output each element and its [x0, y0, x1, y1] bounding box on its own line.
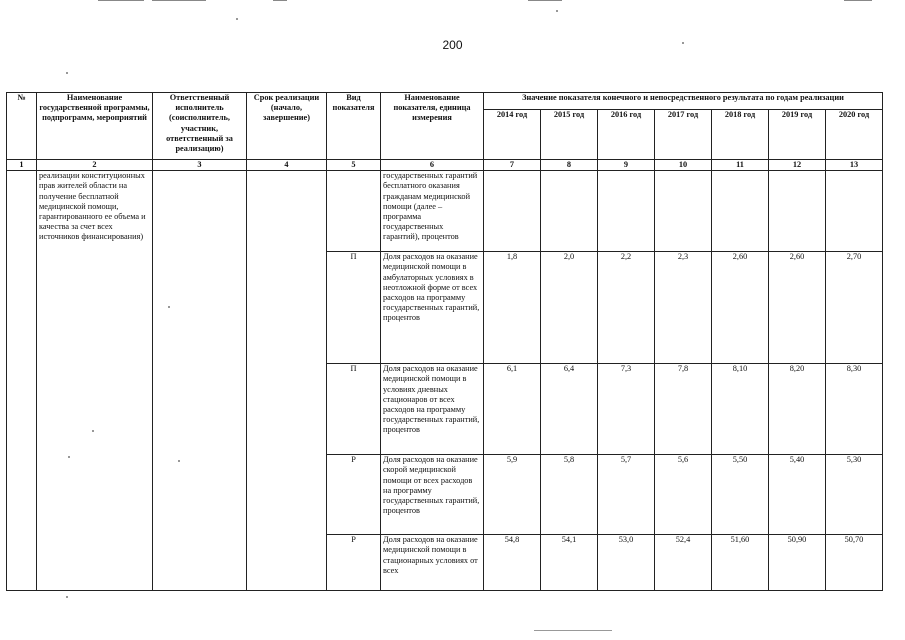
- value-cell: 7,8: [655, 364, 712, 455]
- header-col-indicator: Наименование показателя, единица измерения: [381, 93, 484, 160]
- column-number: 1: [7, 160, 37, 171]
- header-year: 2014 год: [484, 110, 541, 160]
- value-cell: 2,60: [712, 252, 769, 364]
- header-year: 2016 год: [598, 110, 655, 160]
- value-cell: [655, 171, 712, 252]
- value-cell: 50,70: [826, 535, 883, 591]
- header-col-no: №: [7, 93, 37, 160]
- indicator-name: Доля расходов на оказание медицинской помощи в стационарных условиях от всех: [381, 535, 484, 591]
- value-cell: 5,6: [655, 455, 712, 535]
- column-number: 4: [247, 160, 327, 171]
- value-cell: 5,50: [712, 455, 769, 535]
- header-year: 2017 год: [655, 110, 712, 160]
- column-number: 2: [37, 160, 153, 171]
- indicator-name: государственных гарантий бесплатного оказания гражданам медицинской помощи (далее – программа государственных гарантий), процентов: [381, 171, 484, 252]
- value-cell: 50,90: [769, 535, 826, 591]
- column-number: 11: [712, 160, 769, 171]
- value-cell: 1,8: [484, 252, 541, 364]
- indicator-type: [327, 171, 381, 252]
- executor-cell: [153, 171, 247, 591]
- value-cell: 2,60: [769, 252, 826, 364]
- value-cell: [541, 171, 598, 252]
- indicator-type: Р: [327, 535, 381, 591]
- value-cell: 5,30: [826, 455, 883, 535]
- header-col-values: Значение показателя конечного и непосредственного результата по годам реализации: [484, 93, 883, 110]
- value-cell: 2,2: [598, 252, 655, 364]
- value-cell: 2,3: [655, 252, 712, 364]
- value-cell: 5,8: [541, 455, 598, 535]
- header-row-1: [7, 93, 883, 110]
- column-number: 3: [153, 160, 247, 171]
- value-cell: 54,8: [484, 535, 541, 591]
- header-year: 2020 год: [826, 110, 883, 160]
- indicator-type: П: [327, 364, 381, 455]
- header-col-term: Срок реализации (начало, завершение): [247, 93, 327, 160]
- header-col-type: Вид показателя: [327, 93, 381, 160]
- header-col-executor: Ответственный исполнитель (соисполнитель, участник, ответственный за реализацию): [153, 93, 247, 160]
- row-number-cell: [7, 171, 37, 591]
- column-number: 8: [541, 160, 598, 171]
- value-cell: 54,1: [541, 535, 598, 591]
- value-cell: 7,3: [598, 364, 655, 455]
- value-cell: 5,9: [484, 455, 541, 535]
- column-number: 9: [598, 160, 655, 171]
- indicator-name: Доля расходов на оказание медицинской помощи в условиях дневных стационаров от всех расходов на программу государственных гарантий, процентов: [381, 364, 484, 455]
- column-numbers-row: [7, 160, 883, 171]
- value-cell: 2,70: [826, 252, 883, 364]
- column-number: 13: [826, 160, 883, 171]
- term-cell: [247, 171, 327, 591]
- header-year: 2018 год: [712, 110, 769, 160]
- indicator-type: П: [327, 252, 381, 364]
- value-cell: [598, 171, 655, 252]
- value-cell: 6,1: [484, 364, 541, 455]
- column-number: 7: [484, 160, 541, 171]
- value-cell: 8,30: [826, 364, 883, 455]
- value-cell: 2,0: [541, 252, 598, 364]
- header-year: 2015 год: [541, 110, 598, 160]
- column-number: 12: [769, 160, 826, 171]
- value-cell: [712, 171, 769, 252]
- value-cell: 5,40: [769, 455, 826, 535]
- header-year: 2019 год: [769, 110, 826, 160]
- value-cell: 8,10: [712, 364, 769, 455]
- value-cell: [769, 171, 826, 252]
- indicator-name: Доля расходов на оказание скорой медицинской помощи от всех расходов на программу государственных гарантий, процентов: [381, 455, 484, 535]
- column-number: 6: [381, 160, 484, 171]
- value-cell: 51,60: [712, 535, 769, 591]
- value-cell: 8,20: [769, 364, 826, 455]
- value-cell: 5,7: [598, 455, 655, 535]
- program-name-cell: реализации конституционных прав жителей области на получение бесплатной медицинской помощи, гарантированного ее объема и качества за счет всех источников финансирования): [37, 171, 153, 591]
- value-cell: 52,4: [655, 535, 712, 591]
- value-cell: 53,0: [598, 535, 655, 591]
- indicators-table: [6, 92, 883, 591]
- value-cell: 6,4: [541, 364, 598, 455]
- table-row: [7, 171, 883, 252]
- header-col-program: Наименование государственной программы, подпрограмм, мероприятий: [37, 93, 153, 160]
- column-number: 10: [655, 160, 712, 171]
- value-cell: [484, 171, 541, 252]
- value-cell: [826, 171, 883, 252]
- column-number: 5: [327, 160, 381, 171]
- page-number: 200: [442, 38, 463, 52]
- indicator-type: Р: [327, 455, 381, 535]
- indicator-name: Доля расходов на оказание медицинской помощи в амбулаторных условиях в неотложной форме от всех расходов на программу государственных гарантий, процентов: [381, 252, 484, 364]
